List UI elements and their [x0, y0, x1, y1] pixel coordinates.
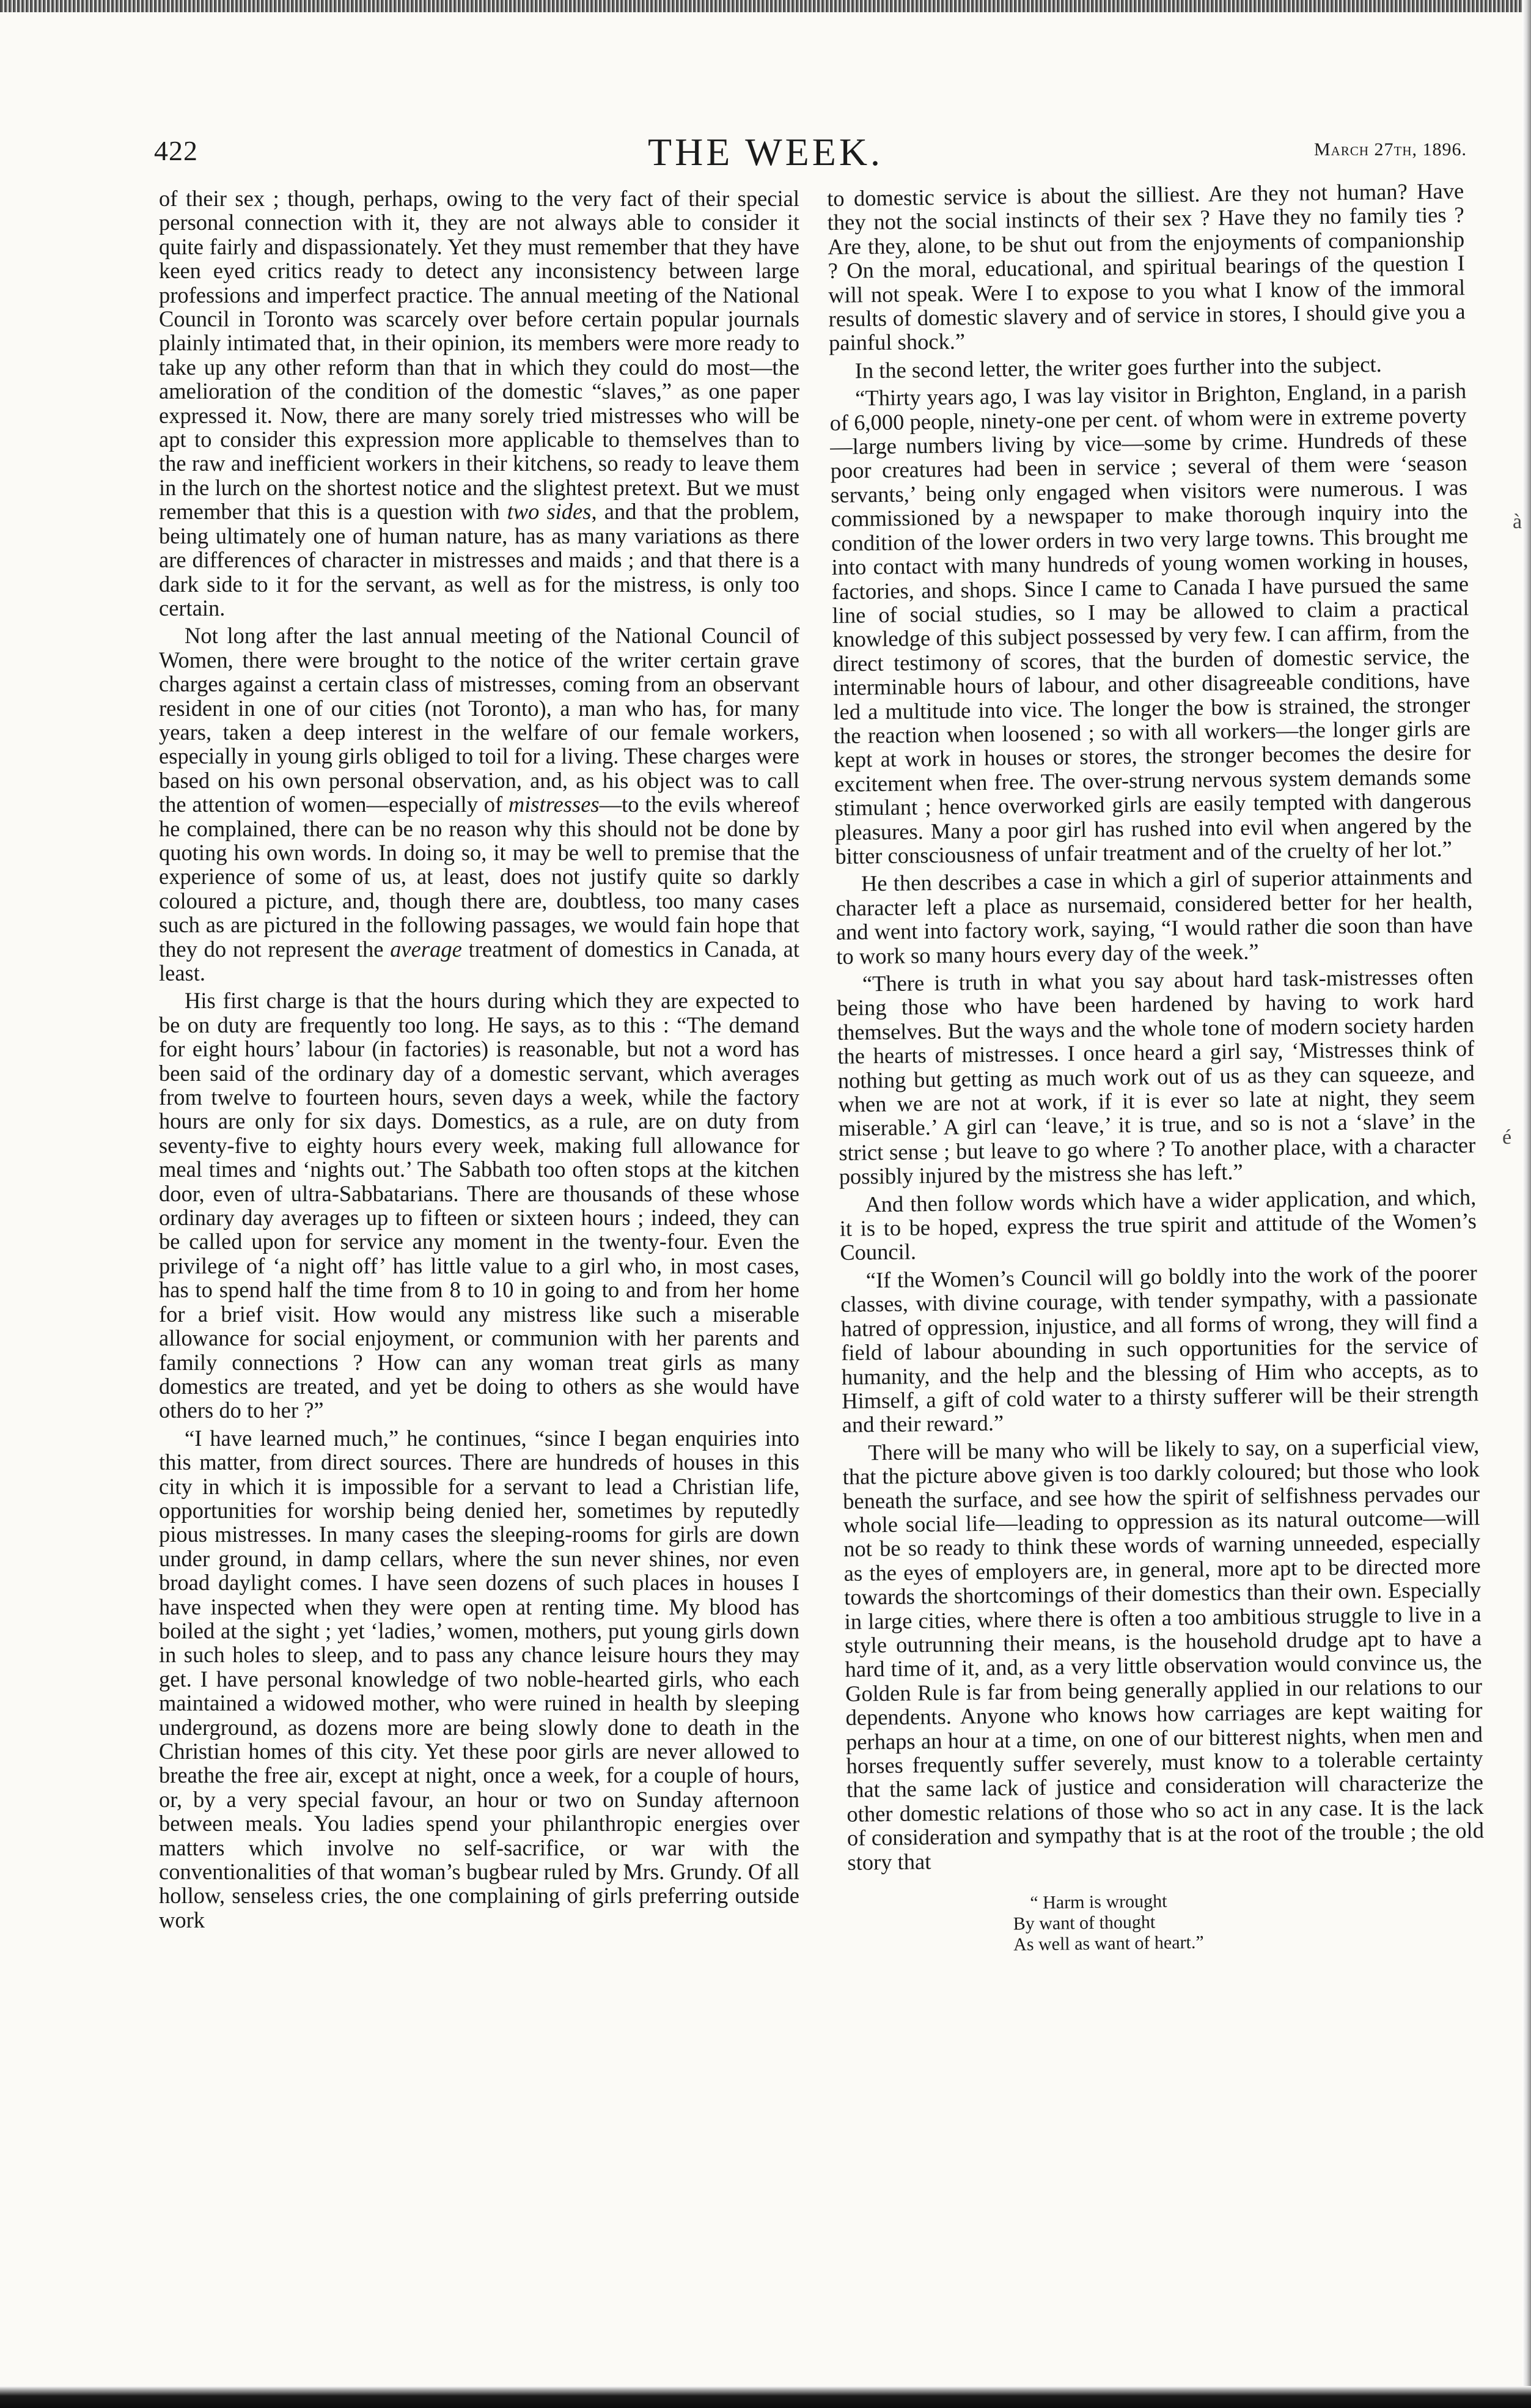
paragraph: In the second letter, the writer goes further into the subject.	[854, 351, 1382, 383]
right-column	[827, 179, 1485, 1957]
paragraph: “Thirty years ago, I was lay visitor in Brighton, England, in a parish of 6,000 people, ninety-one per cent. of whom were in extreme poverty—large numbers living by vice—some by crime. Hundreds of these poor creatures had been in service ; several of them were ‘season servants,’ being only engaged when visitors were numerous. I was commissioned by a newspaper to make thorough inquiry into the condition of the lower orders in two very large towns. This brought me into contact with many hundreds of young women working in houses, factories, and shops. Since I came to Canada I have pursued the same line of social studies, so I may be allowed to claim a practical knowledge of this subject possessed by very few. I can affirm, from the direct testimony of scores, that the burden of domestic service, the interminable hours of labour, and other disagreeable conditions, have led a multitude into vice. The longer the bow is strained, the stronger the reaction when loosened ; so with all workers—the longer girls are kept at work in houses or stores, the stronger becomes the desire for excitement when free. The over-strung nervous system demands some stimulant ; hence overworked girls are easily tempted with dangerous pleasures. Many a poor girl has rushed into evil when angered by the bitter consciousness of unfair treatment and of the cruelty of her lot.”	[829, 378, 1472, 869]
scan-edge-bottom	[0, 2386, 1531, 2408]
left-column	[159, 186, 799, 1932]
verse-line: As well as want of heart.”	[1013, 1932, 1204, 1955]
scan-edge-right	[1522, 0, 1531, 2408]
paragraph: of their sex ; though, perhaps, owing to the very fact of their special personal connection with it, they are not always able to consider it quite fairly and dispassionately. Yet they must remember that they have keen eyed critics ready to detect any inconsistency between large professions and imperfect practice. The annual meeting of the National Council in Toronto was scarcely over before certain popular journals plainly intimated that, in their opinion, its members were more ready to take up any other reform than that in which they could do most—the amelioration of the condition of the domestic “slaves,” as one paper expressed it. Now, there are many sorely tried mistresses who will be apt to consider this expression more applicable to themselves than to the raw and inefficient workers in their kitchens, so ready to leave them in the lurch on the shortest notice and the slightest pretext. But we must remember that this is a question with two sides, and that the problem, being ultimately one of human nature, has as many variations as there are differences of character in mistresses and maids ; and that there is a dark side to it for the servant, as well as for the mistress, is only too certain.	[159, 186, 799, 620]
verse-quotation	[848, 1887, 1485, 1957]
margin-mark: é	[1502, 1126, 1512, 1149]
paragraph: to domestic service is about the silliest. Are they not human? Have they not the social instincts of their sex ? Have they no family ties ? Are they, alone, to be shut out from the enjoyments of companionship ? On the moral, educational, and spiritual bearings of the question I will not speak. Were I to expose to you what I know of the immoral results of domestic slavery and of service in stores, I should give you a painful shock.”	[826, 178, 1466, 356]
page-number: 422	[154, 135, 198, 166]
paragraph: “I have learned much,” he continues, “since I began enquiries into this matter, from direct sources. There are hundreds of houses in this city in which it is impossible for a servant to lead a Christian life, opportunities for worship being denied her, sometimes by reputedly pious mistresses. In many cases the sleeping-rooms for girls are down under ground, in damp cellars, where the sun never shines, nor even broad daylight comes. I have seen dozens of such places in houses I have inspected when they were open at renting time. My blood has boiled at the sight ; yet ‘ladies,’ women, mothers, put young girls down in such holes to sleep, and to pass any chance leisure hours they may get. I have personal knowledge of two noble-hearted girls, who each maintained a widowed mother, who were ruined in health by sleeping underground, as dozens more are being slowly done to death in the Christian homes of this city. Yet these poor girls are never allowed to breathe the free air, except at night, once a week, for a couple of hours, or, by a very special favour, an hour or two on Sunday afternoon between meals. You ladies spend your philanthropic energies over matters which involve no self-sacrifice, or war with the conventionalities of that woman’s bugbear ruled by Mrs. Grundy. Of all hollow, senseless cries, the one complaining of girls preferring outside work	[159, 1425, 799, 1932]
verse-line: “ Harm is wrought	[1030, 1891, 1167, 1913]
paragraph: And then follow words which have a wider application, and which, it is to be hoped, express the true spirit and attitude of the Women’s Council.	[839, 1184, 1477, 1265]
paragraph: He then describes a case in which a girl of superior attainments and character left a place as nursemaid, considered better for her health, and went into factory work, saying, “I would rather die soon than have to work so many hours every day of the week.”	[835, 863, 1474, 969]
verse-line: By want of thought	[1013, 1912, 1156, 1934]
margin-mark: à	[1513, 510, 1522, 533]
paragraph: There will be many who will be likely to say, on a superficial view, that the picture above given is too darkly coloured; but those who look beneath the surface, and see how the spirit of selfishness pervades our whole social life—leading to oppression as its natural outcome—will not be so ready to think these words of warning unneeded, especially as the eyes of employers are, in general, more apt to be directed more towards the shortcomings of their domestics than their own. Especially in large cities, where there is often a too ambitious struggle to live in a style outrunning their means, is the household drudge apt to have a hard time of it, and, as a very little observation would convince us, the Golden Rule is far from being generally applied in our relations to our dependents. Anyone who knows how carriages are kept waiting for perhaps an hour at a time, on one of our bitterest nights, when men and horses frequently suffer severely, must know to a tolerable certainty that the same lack of justice and consideration will characterize the other domestic relations of those who so act in any case. It is the lack of consideration and sympathy that is at the root of the trouble ; the old story that	[842, 1432, 1485, 1875]
scan-edge-top	[0, 0, 1531, 12]
paragraph: “There is truth in what you say about hard task-mistresses often being those who have been hardened by having to work hard themselves. But the ways and the whole tone of modern society harden the hearts of mistresses. I once heard a girl say, ‘Mistresses think of nothing but getting as much work out of us as they can squeeze, and when we are not at work, if it is ever so late at night, they seem miserable.’ A girl can ‘leave,’ it is true, and so is not a ‘slave’ in the strict sense ; but leave to go where ? To another place, with a character possibly injured by the mistress she has left.”	[837, 963, 1476, 1190]
paragraph: His first charge is that the hours during which they are expected to be on duty are frequently too long. He says, as to this : “The demand for eight hours’ labour (in factories) is reasonable, but not a word has been said of the ordinary day of a domestic servant, which averages from twelve to fourteen hours, seven days a week, while the factory hours are only for six days. Domestics, as a rule, are on duty from seventy-five to eighty hours every week, making full allowance for meal times and ‘nights out.’ The Sabbath too often stops at the kitchen door, even of ultra-Sabbatarians. There are thousands of these whose ordinary day averages up to fifteen or sixteen hours ; indeed, they can be called upon for service any moment in the twenty-four. Even the privilege of ‘a night off’ has little value to a girl who, in most cases, has to spend half the time from 8 to 10 in going to and from her home for a brief visit. How would any mistress like such a miserable allowance for social enjoyment, or communion with her parents and family connections ? How can any woman treat girls as many domestics are treated, and yet be doing to others as she would have others do to her ?”	[159, 988, 799, 1423]
paragraph: “If the Women’s Council will go boldly into the work of the poorer classes, with divine courage, with tender sympathy, with a passionate hatred of oppression, injustice, and all forms of wrong, they will find a field of labour abounding in such opportunities for the service of humanity, and the help and the blessing of Him who accepts, as to Himself, a gift of cold water to a thirsty sufferer will be their strength and their reward.”	[840, 1260, 1479, 1438]
paragraph: Not long after the last annual meeting of the National Council of Women, there were brought to the notice of the writer certain grave charges against a certain class of mistresses, coming from an observant resident in one of our cities (not Toronto), a man who has, for many years, taken a deep interest in the welfare of our female workers, especially in young girls obliged to toil for a living. These charges were based on his own personal observation, and, as his object was to call the attention of women—especially of mistresses—to the evils whereof he complained, there can be no reason why this should not be done by quoting his own words. In doing so, it may be well to premise that the experience of some of us, at least, does not justify quite so darkly coloured a picture, and, though there are, doubtless, too many cases such as are pictured in the following passages, we would fain hope that they do not represent the average treatment of domestics in Canada, at least.	[159, 623, 799, 985]
journal-title: THE WEEK.	[647, 130, 884, 174]
issue-date: March 27th, 1896.	[1313, 139, 1467, 160]
